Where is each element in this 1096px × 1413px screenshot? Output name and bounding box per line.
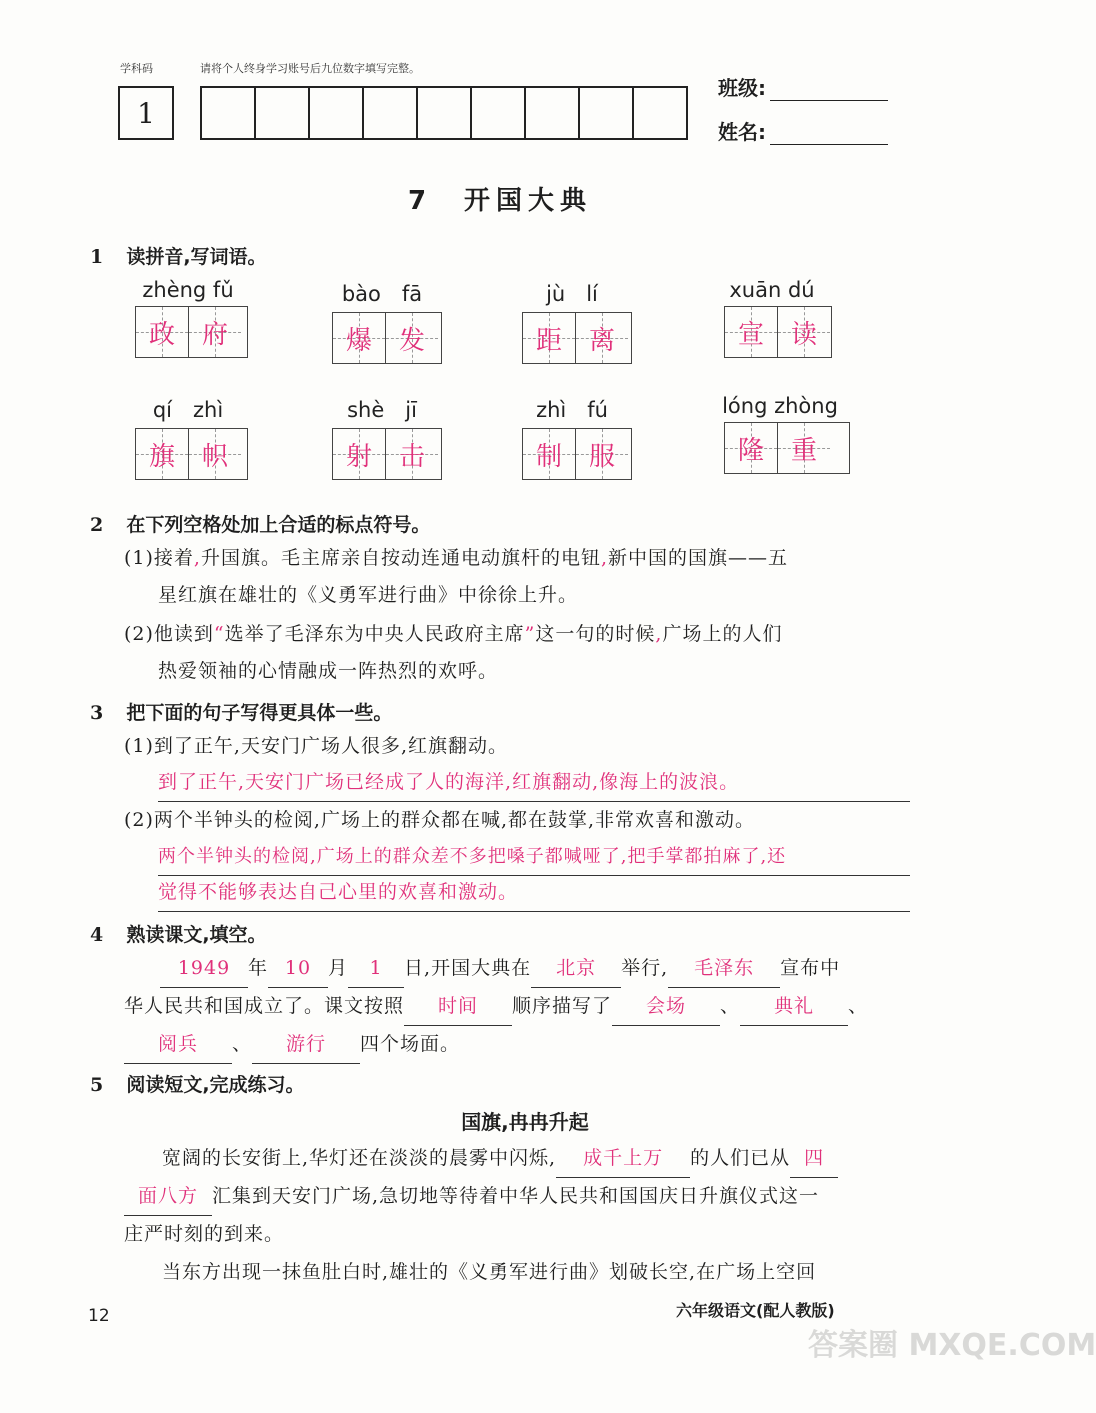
punct-answer: , <box>655 623 663 645</box>
answer-char: 府 <box>201 319 228 350</box>
q4-line-2: 华人民共和国成立了。课文按照 时间 顺序描写了 会场 、 典礼 、 <box>124 988 924 1026</box>
passage-line-4: 当东方出现一抹鱼肚白时,雄壮的《义勇军进行曲》划破长空,在广场上空回 <box>162 1261 817 1283</box>
tian-grid[interactable] <box>522 312 632 364</box>
blank-order[interactable]: 时间 <box>404 988 512 1026</box>
question-1-heading <box>90 242 267 269</box>
blank-person[interactable]: 毛泽东 <box>668 950 780 988</box>
passage-line-2: 面八方 汇集到天安门广场,急切地等待着中华人民共和国国庆日升旗仪式这一 <box>124 1178 914 1216</box>
answer-char: 宣 <box>737 319 764 350</box>
digit-box[interactable] <box>310 88 364 138</box>
blank-year[interactable]: 1949 <box>160 950 248 988</box>
answer-char: 帜 <box>201 441 228 472</box>
digit-box[interactable] <box>526 88 580 138</box>
question-2-heading <box>90 510 430 537</box>
pinyin-item <box>322 278 442 364</box>
question-prompt: 把下面的句子写得更具体一些。 <box>126 702 393 724</box>
answer-char: 发 <box>398 325 425 356</box>
blank-place[interactable]: 北京 <box>531 950 621 988</box>
digit-box[interactable] <box>256 88 310 138</box>
tian-grid[interactable] <box>724 306 832 358</box>
pinyin-text: xuān dú <box>729 278 815 302</box>
answer-char: 重 <box>790 435 817 466</box>
answer-char: 读 <box>790 319 817 350</box>
pinyin-text: jù lí <box>546 282 598 306</box>
digit-box[interactable] <box>472 88 526 138</box>
tian-grid[interactable] <box>135 306 248 358</box>
q3-sentence-2: (2)两个半钟头的检阅,广场上的群众都在喊,都在鼓掌,非常欢喜和激动。 <box>124 809 756 831</box>
punct-answer: , <box>600 547 609 569</box>
answer-char: 射 <box>345 441 372 472</box>
tian-grid[interactable] <box>135 428 248 480</box>
name-label: 姓名: <box>718 120 766 144</box>
q3-answer-1[interactable]: 到了正午,天安门广场已经成了人的海洋,红旗翻动,像海上的波浪。 <box>158 764 910 802</box>
pinyin-text: lóng zhòng <box>722 394 838 418</box>
answer-char: 旗 <box>148 441 175 472</box>
page-title: 7 开国大典 <box>407 186 593 216</box>
blank-scene-2[interactable]: 典礼 <box>740 988 848 1026</box>
passage-line-3: 庄严时刻的到来。 <box>124 1223 285 1245</box>
question-number: 3 <box>90 702 104 724</box>
answer-char: 隆 <box>737 435 764 466</box>
q4-line-1: 1949 年 10 月 1 日,开国大典在 北京 举行, 毛泽东 宣布中 <box>124 950 924 988</box>
class-field[interactable] <box>718 72 888 101</box>
answer-char: 政 <box>148 319 175 350</box>
question-prompt: 读拼音,写词语。 <box>126 246 267 268</box>
passage-line-1: 宽阔的长安街上,华灯还在淡淡的晨雾中闪烁, 成千上万 的人们已从 四 <box>124 1140 914 1178</box>
blank-month[interactable]: 10 <box>268 950 328 988</box>
digit-box[interactable] <box>580 88 634 138</box>
question-3-heading <box>90 698 392 725</box>
answer-char: 距 <box>535 325 562 356</box>
blank-scene-4[interactable]: 游行 <box>252 1026 360 1064</box>
punct-answer: ” <box>524 623 536 645</box>
digit-box[interactable] <box>364 88 418 138</box>
watermark: 答案圈 MXQE.COM <box>808 1328 1096 1363</box>
account-instruction: 请将个人终身学习账号后九位数字填写完整。 <box>200 62 420 75</box>
name-field[interactable] <box>718 116 888 145</box>
digit-box[interactable] <box>202 88 256 138</box>
account-digit-boxes[interactable] <box>200 86 688 140</box>
pinyin-item <box>512 278 632 364</box>
pinyin-text: shè jī <box>347 398 417 422</box>
question-prompt: 阅读短文,完成练习。 <box>126 1074 305 1096</box>
q3-answer-2-line-1[interactable]: 两个半钟头的检阅,广场上的群众差不多把嗓子都喊哑了,把手掌都拍麻了,还 <box>158 838 910 876</box>
pinyin-text: zhì fú <box>536 398 608 422</box>
question-number: 2 <box>90 514 104 536</box>
pinyin-item <box>128 394 248 480</box>
pinyin-text: zhèng fǔ <box>142 278 234 302</box>
question-number: 1 <box>90 246 104 268</box>
subject-code-label: 学科码 <box>120 62 153 75</box>
q3-sentence-1: (1)到了正午,天安门广场人很多,红旗翻动。 <box>124 735 508 757</box>
q2-sentence-2: (2)他读到“选举了毛泽东为中央人民政府主席”这一句的时候,广场上的人们 热爱领袖的心情融成一阵热烈的欢呼。 <box>124 623 783 682</box>
blank-scene-1[interactable]: 会场 <box>612 988 720 1026</box>
answer-char: 离 <box>588 325 615 356</box>
q4-line-3: 阅兵 、 游行 四个场面。 <box>124 1026 924 1064</box>
passage-title: 国旗,冉冉升起 <box>461 1110 589 1134</box>
pinyin-item <box>710 394 850 474</box>
page-number: 12 <box>88 1306 110 1326</box>
subject-code-value: 1 <box>137 96 155 130</box>
class-label: 班级: <box>718 76 766 100</box>
punct-answer: “ <box>213 623 225 645</box>
answer-char: 制 <box>535 441 562 472</box>
question-5-heading <box>90 1070 305 1097</box>
digit-box[interactable] <box>634 88 686 138</box>
answer-char: 服 <box>588 441 615 472</box>
book-title: 六年级语文(配人教版) <box>676 1301 835 1320</box>
pinyin-item <box>128 278 248 358</box>
question-number: 5 <box>90 1074 104 1096</box>
blank-passage-2b[interactable]: 面八方 <box>124 1178 212 1216</box>
question-prompt: 熟读课文,填空。 <box>126 924 267 946</box>
pinyin-item <box>512 394 632 480</box>
q3-answer-2-line-2[interactable]: 觉得不能够表达自己心里的欢喜和激动。 <box>158 874 910 912</box>
pinyin-item <box>712 278 832 358</box>
answer-char: 爆 <box>345 325 372 356</box>
tian-grid[interactable] <box>522 428 632 480</box>
digit-box[interactable] <box>418 88 472 138</box>
blank-passage-1[interactable]: 成千上万 <box>556 1140 690 1178</box>
blank-day[interactable]: 1 <box>348 950 404 988</box>
pinyin-item <box>322 394 442 480</box>
question-4-heading <box>90 920 267 947</box>
answer-char: 击 <box>398 441 425 472</box>
tian-grid[interactable] <box>332 312 442 364</box>
tian-grid[interactable] <box>332 428 442 480</box>
question-number: 4 <box>90 924 104 946</box>
pinyin-text: bào fā <box>341 282 423 306</box>
tian-grid[interactable] <box>724 422 850 474</box>
blank-passage-2a[interactable]: 四 <box>790 1140 838 1178</box>
punct-answer: , <box>193 547 201 569</box>
q2-sentence-1: (1)接着,升国旗。毛主席亲自按动连通电动旗杆的电钮,新中国的国旗——五 星红旗在雄壮的《义勇军进行曲》中徐徐上升。 <box>124 547 789 606</box>
pinyin-text: qí zhì <box>152 398 224 422</box>
blank-scene-3[interactable]: 阅兵 <box>124 1026 232 1064</box>
subject-code-box <box>118 86 174 140</box>
question-prompt: 在下列空格处加上合适的标点符号。 <box>126 514 431 536</box>
